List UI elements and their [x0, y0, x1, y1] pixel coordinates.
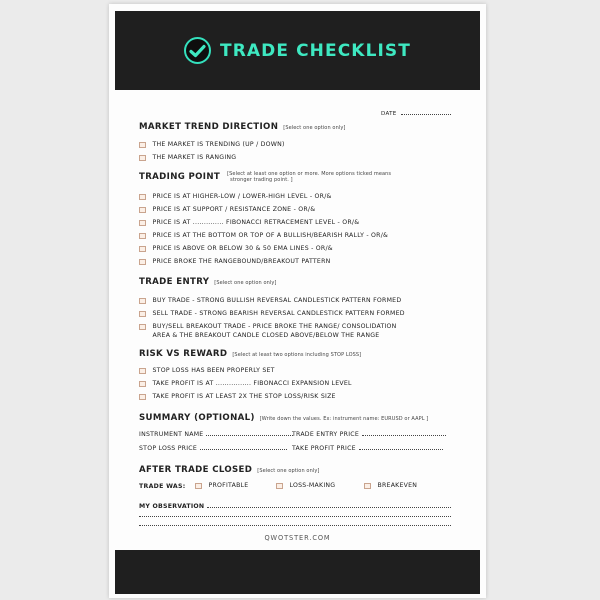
checkbox[interactable]	[139, 246, 146, 253]
checklist-item[interactable]	[139, 154, 236, 163]
field-line	[206, 431, 293, 436]
trade-was-label: TRADE WAS:	[139, 483, 186, 490]
field-label: TAKE PROFIT PRICE	[292, 445, 356, 452]
instrument-field[interactable]	[139, 431, 293, 438]
section-title: SUMMARY (OPTIONAL)	[139, 413, 255, 423]
item-label: TAKE PROFIT IS AT ................ FIBONACCI EXPANSION LEVEL	[152, 380, 352, 387]
checkbox[interactable]	[139, 298, 146, 305]
checklist-item[interactable]	[139, 310, 405, 319]
option-label: PROFITABLE	[208, 482, 249, 489]
checklist-item[interactable]	[139, 141, 285, 150]
date-label: DATE	[381, 111, 397, 117]
item-label: BUY/SELL BREAKOUT TRADE - PRICE BROKE THE RANGE/ CONSOLIDATION	[152, 323, 397, 330]
entry-price-field[interactable]	[292, 431, 446, 438]
checklist-item[interactable]	[139, 245, 333, 254]
checkbox[interactable]	[139, 142, 146, 149]
observation-line[interactable]	[139, 516, 451, 517]
checklist-item[interactable]	[139, 297, 401, 306]
section-note: [Select at least two options including STOP LOSS]	[232, 352, 362, 358]
item-label: PRICE IS AT .............. FIBONACCI RETRACEMENT LEVEL - OR/&	[152, 219, 360, 226]
item-label: BUY TRADE - STRONG BULLISH REVERSAL CANDLESTICK PATTERN FORMED	[152, 297, 402, 304]
checklist-item[interactable]	[139, 219, 359, 228]
checkbox[interactable]	[139, 155, 146, 162]
section-trend-header	[139, 122, 345, 132]
checkbox[interactable]	[364, 483, 371, 490]
item-label: STOP LOSS HAS BEEN PROPERLY SET	[152, 367, 275, 374]
observation-field[interactable]	[139, 503, 451, 510]
section-note: [Select at least one option or more. More options ticked means	[227, 171, 392, 177]
item-label: THE MARKET IS RANGING	[152, 154, 237, 161]
field-label: TRADE ENTRY PRICE	[292, 431, 360, 438]
stop-loss-field[interactable]	[139, 445, 287, 452]
item-label: THE MARKET IS TRENDING (UP / DOWN)	[152, 141, 285, 148]
option-label: BREAKEVEN	[377, 482, 418, 489]
field-label: INSTRUMENT NAME	[139, 431, 204, 438]
footer-banner	[115, 550, 480, 594]
date-field[interactable]	[381, 111, 451, 117]
section-note: [Select one option only]	[257, 468, 320, 474]
section-note: [Select one option only]	[214, 280, 277, 286]
checklist-poster	[109, 4, 486, 598]
checkbox[interactable]	[139, 311, 146, 318]
take-profit-field[interactable]	[292, 445, 443, 452]
checklist-item[interactable]	[139, 380, 352, 389]
checkbox[interactable]	[139, 207, 146, 214]
option-loss-making[interactable]	[276, 482, 335, 489]
checkbox[interactable]	[139, 394, 146, 401]
checklist-item[interactable]	[139, 323, 397, 340]
field-label: MY OBSERVATION	[139, 503, 205, 510]
observation-line[interactable]	[139, 525, 451, 526]
section-note: [Select one option only]	[283, 125, 346, 131]
checkbox[interactable]	[139, 220, 146, 227]
checkbox[interactable]	[139, 259, 146, 266]
section-risk-header	[139, 349, 361, 359]
checklist-item[interactable]	[139, 206, 315, 215]
checklist-item[interactable]	[139, 367, 275, 376]
page-title: TRADE CHECKLIST	[220, 40, 411, 61]
section-summary-header	[139, 413, 428, 423]
item-label: SELL TRADE - STRONG BEARISH REVERSAL CANDLESTICK PATTERN FORMED	[152, 310, 405, 317]
field-line	[359, 445, 443, 450]
item-label: PRICE IS AT HIGHER-LOW / LOWER-HIGH LEVEL - OR/&	[152, 193, 332, 200]
checkbox[interactable]	[276, 483, 283, 490]
date-line	[401, 111, 451, 115]
section-title: TRADING POINT	[139, 172, 221, 182]
checkbox[interactable]	[139, 368, 146, 375]
item-label: PRICE BROKE THE RANGEBOUND/BREAKOUT PATTERN	[152, 258, 331, 265]
option-profitable[interactable]	[195, 482, 248, 489]
section-closed-header	[139, 465, 319, 475]
checkbox[interactable]	[139, 324, 146, 331]
field-label: STOP LOSS PRICE	[139, 445, 198, 452]
field-line	[362, 431, 446, 436]
section-title: AFTER TRADE CLOSED	[139, 465, 253, 475]
item-label: PRICE IS AT SUPPORT / RESISTANCE ZONE - OR/&	[152, 206, 316, 213]
option-label: LOSS-MAKING	[289, 482, 336, 489]
item-label: PRICE IS ABOVE OR BELOW 30 & 50 EMA LINES - OR/&	[152, 245, 333, 252]
checkbox[interactable]	[195, 483, 202, 490]
checklist-item[interactable]	[139, 393, 336, 402]
checklist-item[interactable]	[139, 258, 331, 267]
field-line	[200, 445, 287, 450]
section-title: TRADE ENTRY	[139, 277, 210, 287]
section-entry-header	[139, 277, 276, 287]
field-line	[207, 503, 451, 508]
item-label: PRICE IS AT THE BOTTOM OR TOP OF A BULLISH/BEARISH RALLY - OR/&	[152, 232, 389, 239]
checkbox[interactable]	[139, 381, 146, 388]
item-label: TAKE PROFIT IS AT LEAST 2X THE STOP LOSS/RISK SIZE	[152, 393, 336, 400]
option-breakeven[interactable]	[364, 482, 417, 489]
checklist-item[interactable]	[139, 193, 332, 202]
section-title: RISK VS REWARD	[139, 349, 228, 359]
checkbox[interactable]	[139, 194, 146, 201]
section-title: MARKET TREND DIRECTION	[139, 122, 279, 132]
checkbox[interactable]	[139, 233, 146, 240]
section-note: [Write down the values. Ex: instrument name: EURUSD or AAPL ]	[259, 416, 429, 422]
section-trading-point-header	[139, 171, 391, 183]
checklist-item[interactable]	[139, 232, 388, 241]
section-note: stronger trading point. ]	[230, 177, 293, 183]
item-label: AREA & THE BREAKOUT CANDLE CLOSED ABOVE/BELOW THE RANGE	[152, 331, 380, 339]
brand-name: QWOTSTER.COM	[264, 534, 331, 542]
